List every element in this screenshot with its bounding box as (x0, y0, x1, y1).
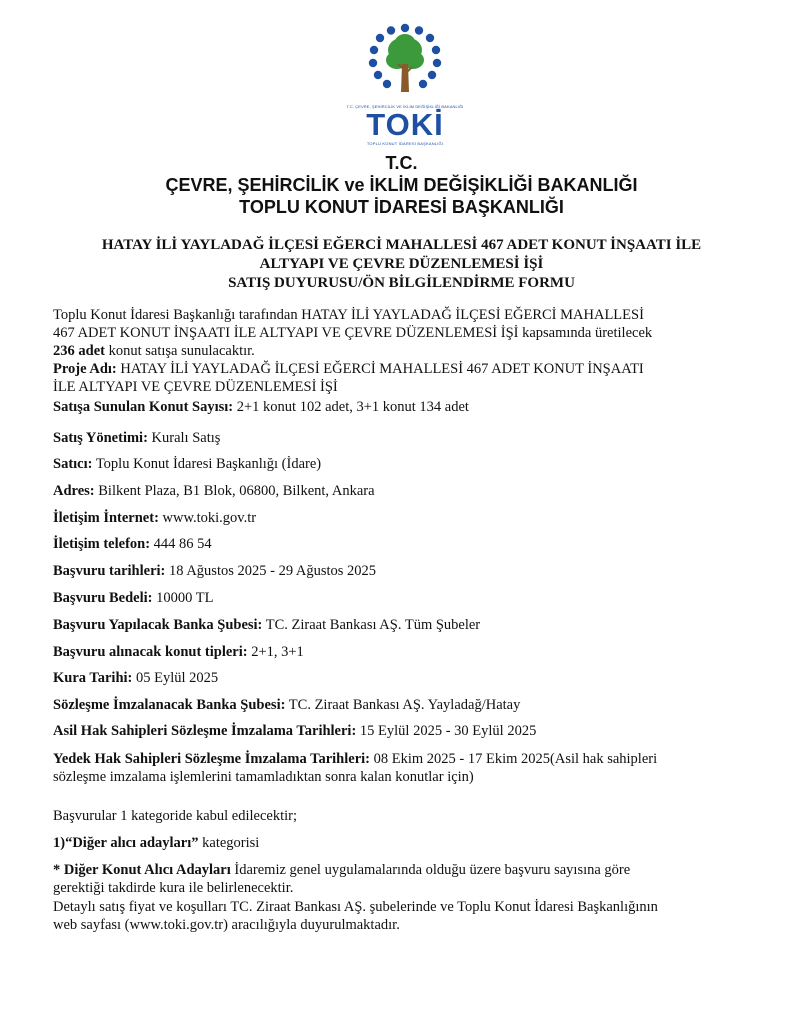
toki-logo (340, 20, 470, 150)
konut-sayisi-row (53, 398, 469, 416)
yedek-row (53, 750, 657, 768)
sozlesme-banka-label: Sözleşme İmzalanacak Banka Şubesi: (53, 697, 286, 713)
basvuru-tarih-row (53, 562, 376, 580)
internet-value: www.toki.gov.tr (158, 510, 257, 526)
kategori-intro: Başvurular 1 kategoride kabul edilecektir; (53, 808, 297, 824)
telefon-label: İletişim telefon: (53, 536, 151, 552)
adres-label: Adres: (53, 483, 95, 499)
proje-line-1 (53, 360, 644, 378)
tipler-value: 2+1, 3+1 (247, 644, 304, 660)
bedel-label: Başvuru Bedeli: (53, 590, 153, 606)
satici-label: Satıcı: (53, 456, 93, 472)
kura-value: 05 Eylül 2025 (132, 670, 219, 686)
header-line-3: TOPLU KONUT İDARESİ BAŞKANLIĞI (239, 197, 564, 217)
yonetim-row (53, 429, 220, 447)
logo-top-text: T.C. ÇEVRE, ŞEHİRCİLİK VE İKLİM DEĞİŞİKLİĞİ BAKANLIĞI (346, 104, 464, 109)
header-line-1: T.C. (385, 153, 418, 173)
asil-row (53, 722, 536, 740)
tipler-row (53, 643, 304, 661)
subtitle-line-1: HATAY İLİ YAYLADAĞ İLÇESİ EĞERCİ MAHALLESİ 467 ADET KONUT İNŞAATI İLE (101, 237, 702, 253)
subtitle-line-2: ALTYAPI VE ÇEVRE DÜZENLEMESİ İŞİ (259, 256, 544, 272)
intro-line-3 (53, 342, 255, 360)
kura-label: Kura Tarihi: (53, 670, 133, 686)
banka-row (53, 616, 480, 634)
konut-sayisi-label: Satışa Sunulan Konut Sayısı: (53, 399, 234, 415)
basvuru-tarih-label: Başvuru tarihleri: (53, 563, 166, 579)
konut-sayisi-value: 2+1 konut 102 adet, 3+1 konut 134 adet (233, 399, 469, 415)
yedek-label: Yedek Hak Sahipleri Sözleşme İmzalama Tarihleri: (53, 751, 370, 767)
asil-label: Asil Hak Sahipleri Sözleşme İmzalama Tarihleri: (53, 723, 357, 739)
telefon-value: 444 86 54 (150, 536, 212, 552)
kura-row (53, 669, 218, 687)
intro-line-1: Toplu Konut İdaresi Başkanlığı tarafından HATAY İLİ YAYLADAĞ İLÇESİ EĞERCİ MAHALLESİ (53, 307, 644, 323)
detay-line-2: web sayfası (www.toki.gov.tr) aracılığıyla duyurulmaktadır. (53, 917, 400, 933)
subtitle-line-3: SATIŞ DUYURUSU/ÖN BİLGİLENDİRME FORMU (228, 275, 575, 291)
bedel-value: 10000 TL (152, 590, 214, 606)
proje-label: Proje Adı: (53, 361, 117, 377)
logo-wordmark: TOKİ (366, 107, 444, 142)
tipler-label: Başvuru alınacak konut tipleri: (53, 644, 248, 660)
diger-rest: İdaremiz genel uygulamalarında olduğu üzere başvuru sayısına göre (230, 862, 631, 878)
intro-count: 236 adet (53, 343, 105, 359)
proje-value-1: HATAY İLİ YAYLADAĞ İLÇESİ EĞERCİ MAHALLESİ 467 ADET KONUT İNŞAATI (116, 361, 644, 377)
sozlesme-banka-row (53, 696, 520, 714)
internet-row (53, 509, 256, 527)
bedel-row (53, 589, 213, 607)
diger-row (53, 861, 630, 879)
adres-value: Bilkent Plaza, B1 Blok, 06800, Bilkent, Ankara (94, 483, 375, 499)
satici-row (53, 455, 321, 473)
logo-bottom-text: TOPLU KONUT İDARESİ BAŞKANLIĞI (366, 141, 444, 146)
intro-line-2: 467 ADET KONUT İNŞAATI İLE ALTYAPI VE ÇEVRE DÜZENLEMESİ İŞİ kapsamında üretilecek (53, 325, 653, 341)
diger-bold: * Diğer Konut Alıcı Adayları (53, 862, 231, 878)
yonetim-label: Satış Yönetimi: (53, 430, 148, 446)
detay-line-1: Detaylı satış fiyat ve koşulları TC. Ziraat Bankası AŞ. şubelerinde ve Toplu Konut İdaresi Başkanlığının (53, 899, 658, 915)
telefon-row (53, 535, 212, 553)
yedek-value-1: 08 Ekim 2025 - 17 Ekim 2025(Asil hak sahipleri (369, 751, 658, 767)
basvuru-tarih-value: 18 Ağustos 2025 - 29 Ağustos 2025 (165, 563, 377, 579)
yonetim-value: Kuralı Satış (147, 430, 221, 446)
sozlesme-banka-value: TC. Ziraat Bankası AŞ. Yayladağ/Hatay (285, 697, 521, 713)
kategori-bold: 1)“Diğer alıcı adayları” (53, 835, 199, 851)
internet-label: İletişim İnternet: (53, 510, 159, 526)
kategori-rest: kategorisi (198, 835, 260, 851)
toki-emblem-icon (340, 20, 470, 104)
proje-value-2: İLE ALTYAPI VE ÇEVRE DÜZENLEMESİ İŞİ (53, 379, 338, 395)
diger-line-2: gerektiği takdirde kura ile belirlenecektir. (53, 880, 294, 896)
asil-value: 15 Eylül 2025 - 30 Eylül 2025 (356, 723, 537, 739)
banka-value: TC. Ziraat Bankası AŞ. Tüm Şubeler (262, 617, 481, 633)
adres-row (53, 482, 375, 500)
satici-value: Toplu Konut İdaresi Başkanlığı (İdare) (92, 456, 322, 472)
kategori-row (53, 834, 259, 852)
intro-line-3-rest: konut satışa sunulacaktır. (104, 343, 255, 359)
header-line-2: ÇEVRE, ŞEHİRCİLİK ve İKLİM DEĞİŞİKLİĞİ BAKANLIĞI (165, 175, 638, 195)
yedek-value-2: sözleşme imzalama işlemlerini tamamladıktan sonra kalan konutlar için) (53, 769, 474, 785)
banka-label: Başvuru Yapılacak Banka Şubesi: (53, 617, 263, 633)
